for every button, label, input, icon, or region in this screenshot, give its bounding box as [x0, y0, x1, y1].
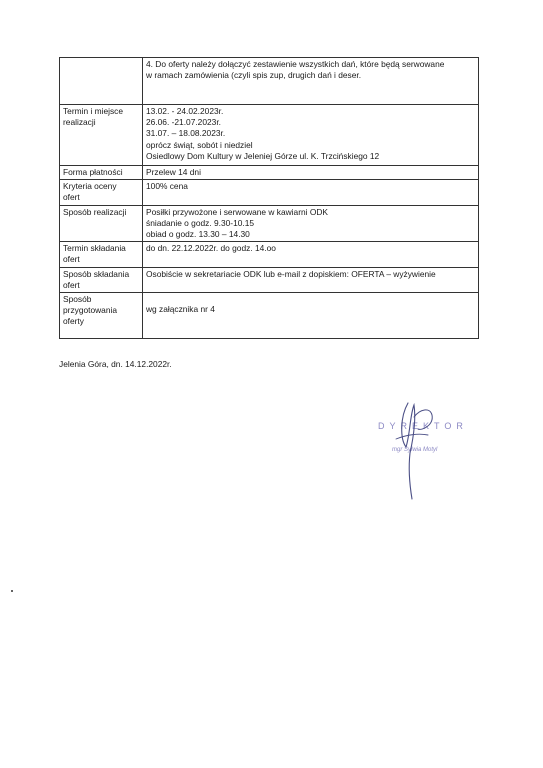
row-value-cell: [143, 166, 479, 180]
text-line: wg załącznika nr 4: [146, 304, 215, 315]
table-row: [60, 242, 479, 267]
label-line: przygotowania: [63, 305, 118, 316]
text-line: 13.02. - 24.02.2023r.: [146, 106, 224, 116]
table-row: [60, 58, 479, 105]
row-value-cell: [143, 58, 479, 105]
director-stamp: [370, 395, 490, 505]
label-line: Termin składania: [63, 243, 126, 254]
place-and-date: Jelenia Góra, dn. 14.12.2022r.: [59, 359, 172, 369]
table-row: [60, 205, 479, 242]
row-label-cell: [60, 105, 143, 166]
row-label-cell: [60, 267, 143, 292]
row-label-cell: [60, 205, 143, 242]
label-line: realizacji: [63, 117, 96, 128]
text-line: śniadanie o godz. 9.30-10.15: [146, 217, 255, 228]
row-label-cell: [60, 242, 143, 267]
text-line: 4. Do oferty należy dołączyć zestawienie wszystkich dań, które będą serwowane: [146, 59, 445, 69]
row-label-cell: [60, 58, 143, 105]
label-line: Termin i miejsce: [63, 106, 124, 116]
row-label-cell: [60, 293, 143, 339]
table-row: [60, 267, 479, 292]
label-line: ofert: [63, 192, 80, 203]
table-row: [60, 180, 479, 205]
text-line: Posiłki przywożone i serwowane w kawiarni ODK: [146, 206, 328, 217]
offer-terms-table: [59, 57, 479, 339]
label-line: Forma płatności: [63, 167, 123, 177]
text-line: w ramach zamówienia (czyli spis zup, drugich dań i deser.: [146, 70, 362, 81]
text-line: Osiedlowy Dom Kultury w Jeleniej Górze ul. K. Trzcińskiego 12: [146, 150, 380, 161]
label-line: ofert: [63, 254, 80, 265]
text-line: Osobiście w sekretariacie ODK lub e-mail z dopiskiem: OFERTA – wyżywienie: [146, 268, 436, 279]
text-line: Przelew 14 dni: [146, 167, 201, 177]
row-label-cell: [60, 166, 143, 180]
row-value-cell: [143, 267, 479, 292]
row-value-cell: [143, 205, 479, 242]
text-line: 100% cena: [146, 181, 188, 192]
row-label-cell: [60, 180, 143, 205]
label-line: oferty: [63, 316, 84, 327]
table-row: [60, 105, 479, 166]
text-line: do dn. 22.12.2022r. do godz. 14.oo: [146, 243, 276, 254]
table-row: [60, 166, 479, 180]
label-line: Sposób: [63, 294, 92, 305]
label-line: ofert: [63, 279, 80, 290]
scan-speck: [11, 590, 13, 592]
row-value-cell: [143, 180, 479, 205]
label-line: Kryteria oceny: [63, 181, 117, 192]
label-line: Sposób składania: [63, 268, 130, 279]
stamp-name: mgr Sylwia Motyl: [392, 447, 438, 453]
text-line: 26.06. -21.07.2023r.: [146, 117, 221, 128]
text-line: obiad o godz. 13.30 – 14.30: [146, 229, 250, 240]
label-line: Sposób realizacji: [63, 206, 127, 217]
stamp-title: DYREKTOR: [378, 421, 468, 431]
text-line: oprócz świąt, sobót i niedziel: [146, 139, 253, 150]
handwritten-signature: [370, 395, 490, 505]
row-value-cell: [143, 242, 479, 267]
text-line: 31.07. – 18.08.2023r.: [146, 128, 226, 139]
row-value-cell: [143, 105, 479, 166]
table-row: [60, 293, 479, 339]
row-value-cell: [143, 293, 479, 339]
